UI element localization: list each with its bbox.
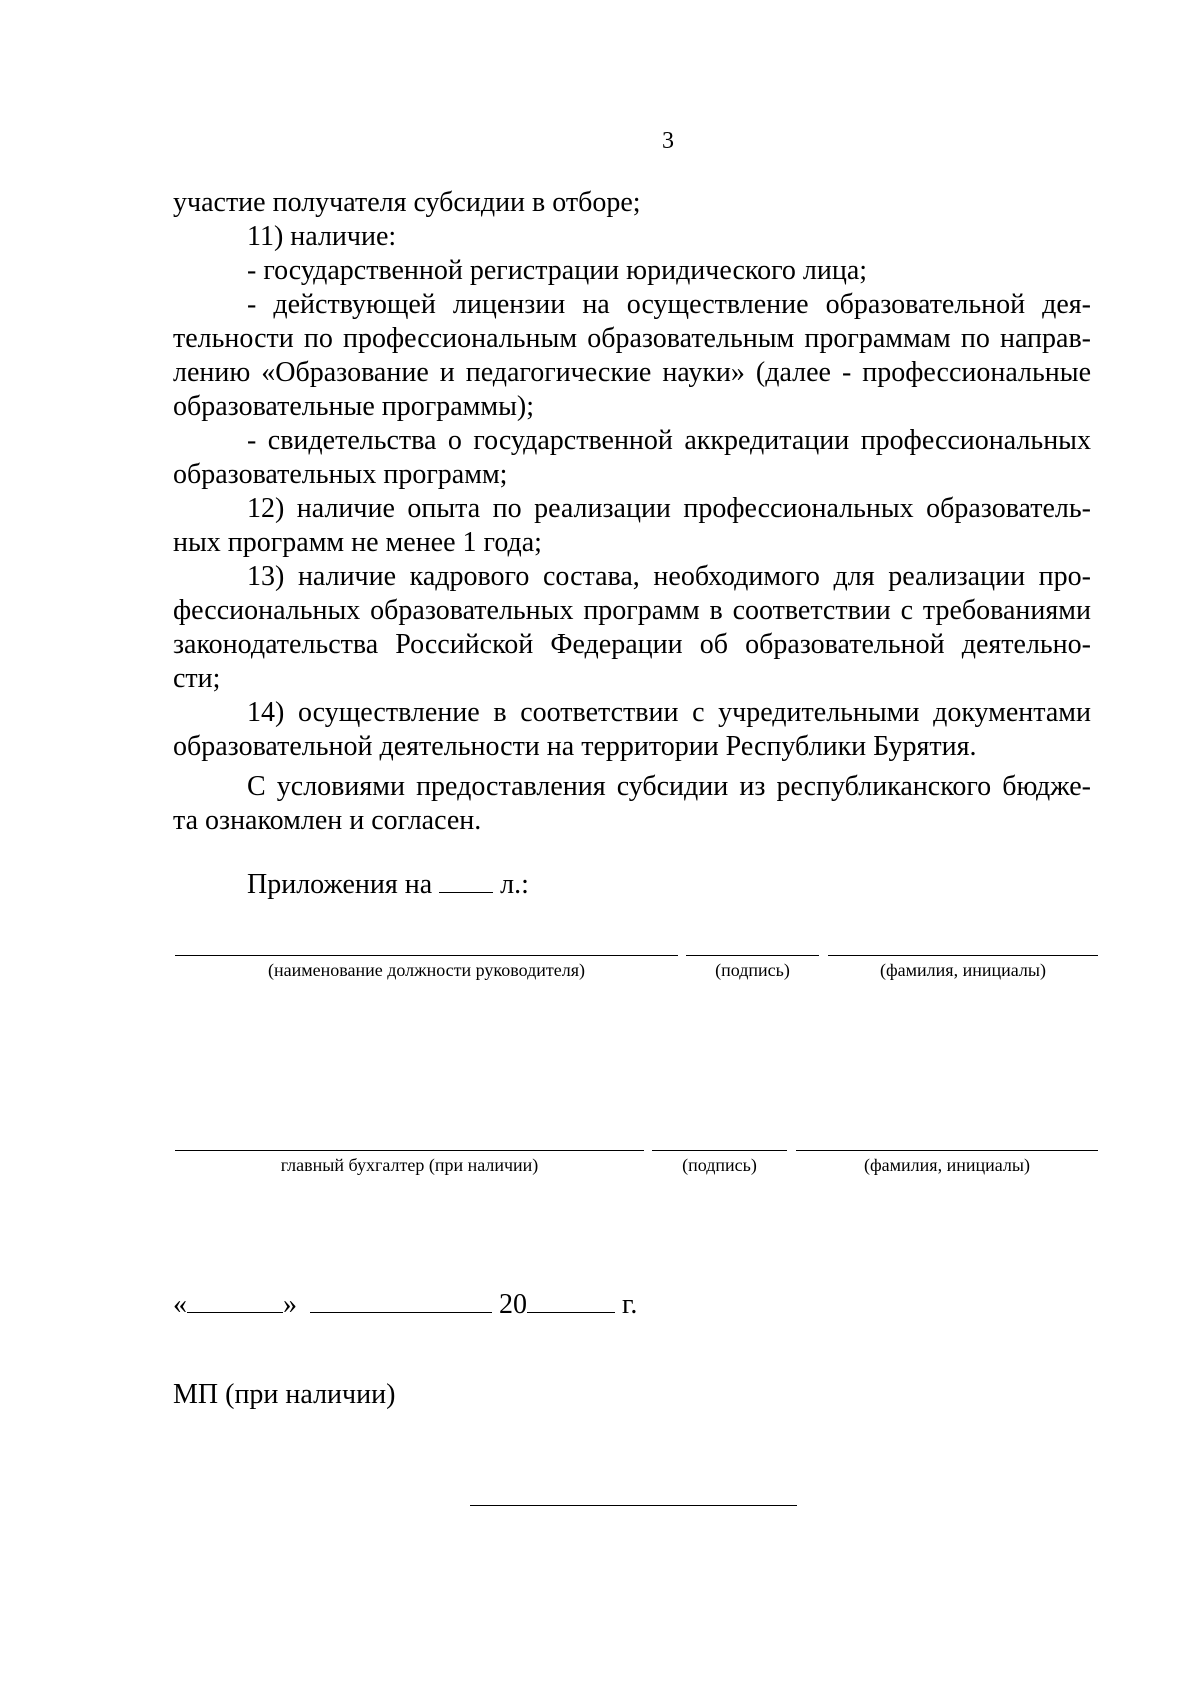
date-day-blank[interactable] xyxy=(187,1290,283,1313)
stamp-label: МП (при наличии) xyxy=(173,1379,396,1410)
accountant-position-line[interactable] xyxy=(175,1150,644,1151)
accountant-signature-line[interactable] xyxy=(652,1150,787,1151)
head-position-caption: (наименование должности руководителя) xyxy=(267,960,586,980)
head-name-caption: (фамилия, инициалы) xyxy=(880,960,1046,980)
date-month-blank[interactable] xyxy=(310,1290,492,1313)
page-number: 3 xyxy=(662,128,674,154)
attachments-prefix: Приложения на xyxy=(247,869,433,900)
agreement-text xyxy=(173,770,1091,838)
agreement-line: С условиями предоставления субсидии из республиканского бюдже- xyxy=(247,771,1091,802)
attachments-pages-blank[interactable] xyxy=(439,870,493,893)
body-line: лению «Образование и педагогические науки» (далее - профессиональные xyxy=(173,357,1091,388)
body-line: образовательные программы); xyxy=(173,391,535,422)
body-text xyxy=(173,186,1091,764)
body-line: - государственной регистрации юридического лица; xyxy=(247,255,868,286)
attachments-line xyxy=(247,868,529,902)
head-signature-line[interactable] xyxy=(686,955,819,956)
accountant-signature-caption: (подпись) xyxy=(682,1155,757,1175)
date-year-blank[interactable] xyxy=(527,1290,615,1313)
body-line: тельности по профессиональным образовательным программам по направ- xyxy=(173,323,1091,354)
agreement-line: та ознакомлен и согласен. xyxy=(173,805,482,836)
date-year-suffix: г. xyxy=(622,1289,638,1320)
date-close-quote: » xyxy=(283,1289,297,1320)
body-line: образовательных программ; xyxy=(173,459,508,490)
body-line: фессиональных образовательных программ в соответствии с требованиями xyxy=(173,595,1091,626)
body-line: 12) наличие опыта по реализации профессиональных образователь- xyxy=(247,493,1091,524)
body-line: сти; xyxy=(173,663,221,694)
head-name-line[interactable] xyxy=(828,955,1098,956)
date-line xyxy=(173,1288,637,1322)
date-century: 20 xyxy=(499,1289,527,1320)
body-line: 11) наличие: xyxy=(247,221,397,252)
date-open-quote: « xyxy=(173,1289,187,1320)
body-line: - действующей лицензии на осуществление образовательной дея- xyxy=(247,289,1091,320)
body-line: 13) наличие кадрового состава, необходимого для реализации про- xyxy=(247,561,1091,592)
head-signature-caption: (подпись) xyxy=(715,960,790,980)
closing-separator-line xyxy=(470,1505,797,1506)
body-line: ных программ не менее 1 года; xyxy=(173,527,542,558)
accountant-name-caption: (фамилия, инициалы) xyxy=(864,1155,1030,1175)
body-line: образовательной деятельности на территории Республики Бурятия. xyxy=(173,731,977,762)
accountant-position-caption: главный бухгалтер (при наличии) xyxy=(280,1155,539,1175)
attachments-suffix: л.: xyxy=(500,869,529,900)
accountant-name-line[interactable] xyxy=(796,1150,1098,1151)
body-line: участие получателя субсидии в отборе; xyxy=(173,187,641,218)
body-line: законодательства Российской Федерации об образовательной деятельно- xyxy=(173,629,1091,660)
body-line: - свидетельства о государственной аккредитации профессиональных xyxy=(247,425,1091,456)
body-line: 14) осуществление в соответствии с учредительными документами xyxy=(247,697,1091,728)
head-position-line[interactable] xyxy=(175,955,678,956)
